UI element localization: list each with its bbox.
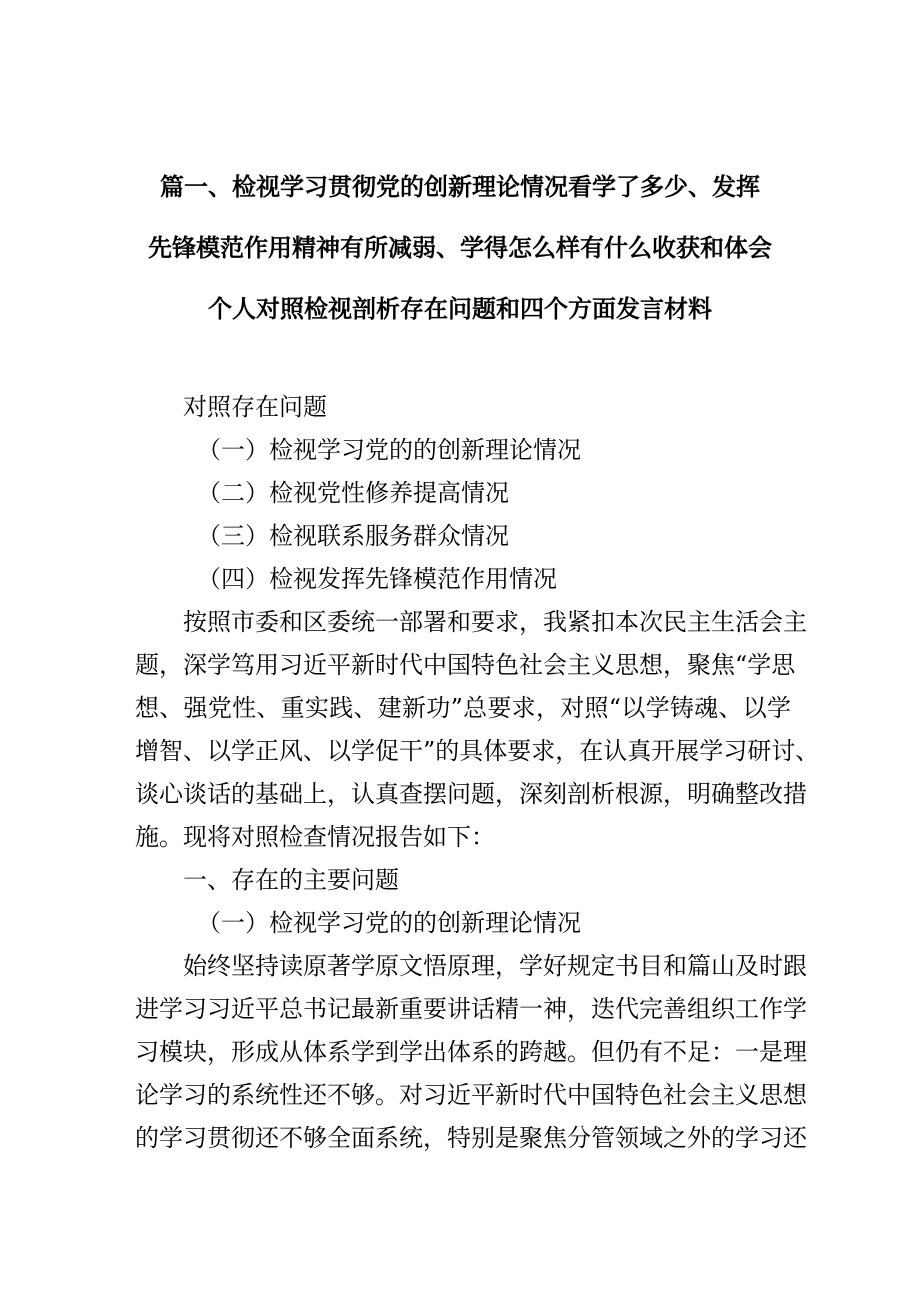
section-heading: 一、存在的主要问题 (183, 866, 399, 894)
intro-paragraph-line: 按照市委和区委统一部署和要求，我紧扣本次民主生活会主 (183, 608, 807, 636)
intro-paragraph-line: 施。现将对照检查情况报告如下： (135, 823, 495, 851)
problem-item: （四）检视发挥先锋模范作用情况 (197, 565, 557, 593)
body-paragraph-line: 进学习习近平总书记最新重要讲话精一神，迭代完善组织工作学 (135, 995, 807, 1023)
title-line: 先锋模范作用精神有所减弱、学得怎么样有什么收获和体会 (148, 234, 772, 262)
body-paragraph-line: 习模块，形成从体系学到学出体系的跨越。但仍有不足：一是理 (135, 1038, 807, 1066)
subsection-heading: （一）检视学习党的的创新理论情况 (197, 909, 581, 937)
body-paragraph-line: 始终坚持读原著学原文悟原理，学好规定书目和篇山及时跟 (183, 952, 807, 980)
problem-item: （三）检视联系服务群众情况 (197, 522, 509, 550)
body-paragraph-line: 的学习贯彻还不够全面系统，特别是聚焦分管领域之外的学习还 (135, 1124, 807, 1152)
title-line: 个人对照检视剖析存在问题和四个方面发言材料 (208, 295, 712, 323)
document-body (135, 386, 820, 1160)
problems-heading: 对照存在问题 (183, 393, 327, 421)
title-line: 篇一、检视学习贯彻党的创新理论情况看学了多少、发挥 (160, 173, 760, 201)
problem-item: （一）检视学习党的的创新理论情况 (197, 436, 581, 464)
problem-item: （二）检视党性修养提高情况 (197, 479, 509, 507)
document-title (0, 166, 920, 349)
intro-paragraph-line: 想、强党性、重实践、建新功”总要求，对照“以学铸魂、以学 (135, 694, 791, 722)
body-paragraph-line: 论学习的系统性还不够。对习近平新时代中国特色社会主义思想 (135, 1081, 807, 1109)
intro-paragraph-line: 增智、以学正风、以学促干”的具体要求，在认真开展学习研讨、 (135, 737, 820, 765)
intro-paragraph-line: 谈心谈话的基础上，认真查摆问题，深刻剖析根源，明确整改措 (135, 780, 807, 808)
intro-paragraph-line: 题，深学笃用习近平新时代中国特色社会主义思想，聚焦“学思 (135, 651, 796, 679)
